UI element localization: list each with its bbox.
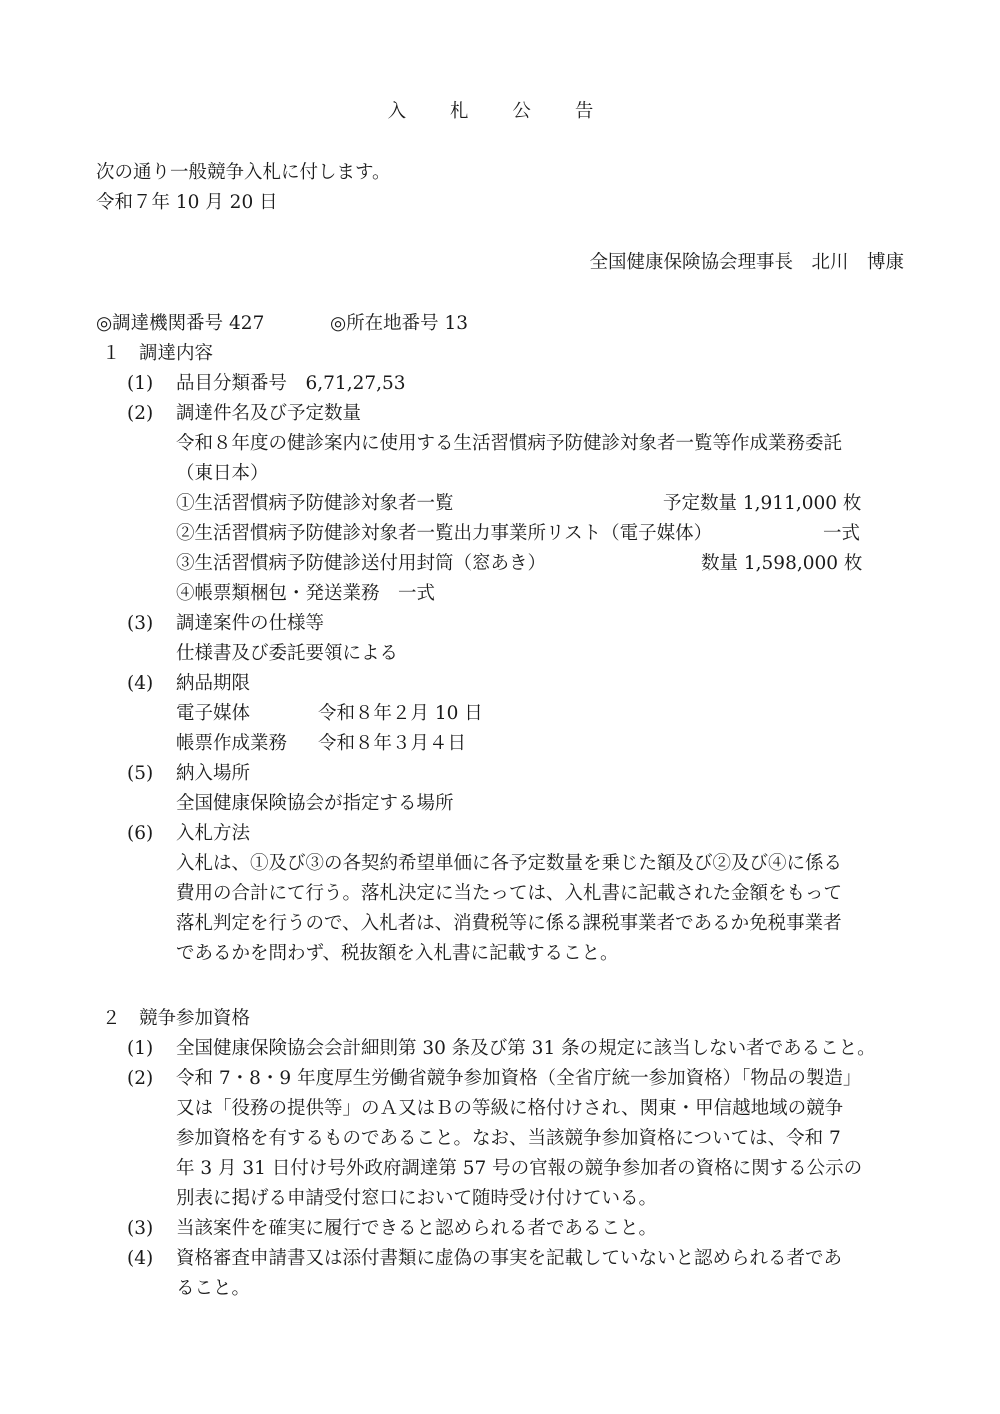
location-code: ◎所在地番号 13: [330, 313, 469, 334]
item-2-4-line: ること。: [176, 1278, 251, 1299]
agency-code: ◎調達機関番号 427: [96, 313, 265, 334]
item-1-3-number: (3): [127, 613, 154, 634]
item-1-6-text: 入札方法: [176, 823, 251, 844]
item-1-2-line: 令和８年度の健診案内に使用する生活習慣病予防健診対象者一覧等作成業務委託: [176, 433, 843, 454]
section-2-heading: ２ 競争参加資格: [102, 1008, 251, 1029]
issuer-name: 全国健康保険協会理事長 北川 博康: [589, 252, 904, 273]
item-2-2-line: 参加資格を有するものであること。なお、当該競争参加資格については、令和 7: [176, 1128, 841, 1149]
item-1-3-text: 調達案件の仕様等: [176, 613, 325, 634]
item-2-4-number: (4): [127, 1248, 154, 1269]
delivery-label: 電子媒体: [176, 703, 251, 724]
quantity-item-amount: 予定数量 1,911,000 枚: [663, 493, 862, 514]
quantity-item-name: ①生活習慣病予防健診対象者一覧: [176, 493, 454, 514]
quantity-item-name: ③生活習慣病予防健診送付用封筒（窓あき）: [176, 553, 547, 574]
item-2-2-line: 令和 7・8・9 年度厚生労働省競争参加資格（全省庁統一参加資格）「物品の製造」: [176, 1068, 862, 1089]
item-2-3-number: (3): [127, 1218, 154, 1239]
item-1-4-number: (4): [127, 673, 154, 694]
item-2-2-line: 又は「役務の提供等」のＡ又はＢの等級に格付けされ、関東・甲信越地域の競争: [176, 1098, 844, 1119]
intro-text: 次の通り一般競争入札に付します。: [96, 162, 391, 183]
notice-date: 令和７年 10 月 20 日: [96, 192, 278, 213]
section-1-heading: １ 調達内容: [102, 343, 214, 364]
item-2-4-line: 資格審査申請書又は添付書類に虚偽の事実を記載していないと認められる者であ: [176, 1248, 843, 1269]
item-1-5-number: (5): [127, 763, 154, 784]
item-1-6-line: 費用の合計にて行う。落札決定に当たっては、入札書に記載された金額をもって: [176, 883, 843, 904]
delivery-date: 令和８年２月 10 日: [318, 703, 483, 724]
page-title: 入 札 公 告: [387, 101, 613, 122]
item-2-1-number: (1): [127, 1038, 154, 1059]
item-1-2-text: 調達件名及び予定数量: [176, 403, 362, 424]
item-1-1-number: (1): [127, 373, 154, 394]
item-1-5-text: 納入場所: [176, 763, 251, 784]
item-1-2-line: （東日本）: [176, 463, 269, 484]
quantity-item-name: ②生活習慣病予防健診対象者一覧出力事業所リスト（電子媒体）: [176, 523, 713, 544]
item-2-2-number: (2): [127, 1068, 154, 1089]
quantity-item-amount: 一式: [823, 523, 861, 544]
item-1-4-text: 納品期限: [176, 673, 251, 694]
item-2-3-text: 当該案件を確実に履行できると認められる者であること。: [176, 1218, 658, 1239]
quantity-item-name: ④帳票類梱包・発送業務 一式: [176, 583, 436, 604]
delivery-date: 令和８年３月４日: [318, 733, 467, 754]
item-1-2-number: (2): [127, 403, 154, 424]
item-1-6-number: (6): [127, 823, 154, 844]
item-2-2-line: 年 3 月 31 日付け号外政府調達第 57 号の官報の競争参加者の資格に関する公示の: [176, 1158, 863, 1179]
item-2-2-line: 別表に掲げる申請受付窓口において随時受け付けている。: [176, 1188, 658, 1209]
item-1-6-line: 落札判定を行うので、入札者は、消費税等に係る課税事業者であるか免税事業者: [176, 913, 842, 934]
item-1-6-line: 入札は、①及び③の各契約希望単価に各予定数量を乗じた額及び②及び④に係る: [176, 853, 843, 874]
item-1-5-line: 全国健康保険協会が指定する場所: [176, 793, 454, 814]
item-1-6-line: であるかを問わず、税抜額を入札書に記載すること。: [176, 943, 619, 964]
quantity-item-amount: 数量 1,598,000 枚: [701, 553, 863, 574]
delivery-label: 帳票作成業務: [176, 733, 288, 754]
item-1-1-text: 品目分類番号 6,71,27,53: [176, 373, 406, 394]
item-1-3-line: 仕様書及び委託要領による: [176, 643, 399, 664]
item-2-1-text: 全国健康保険協会会計細則第 30 条及び第 31 条の規定に該当しない者であること。: [176, 1038, 876, 1059]
